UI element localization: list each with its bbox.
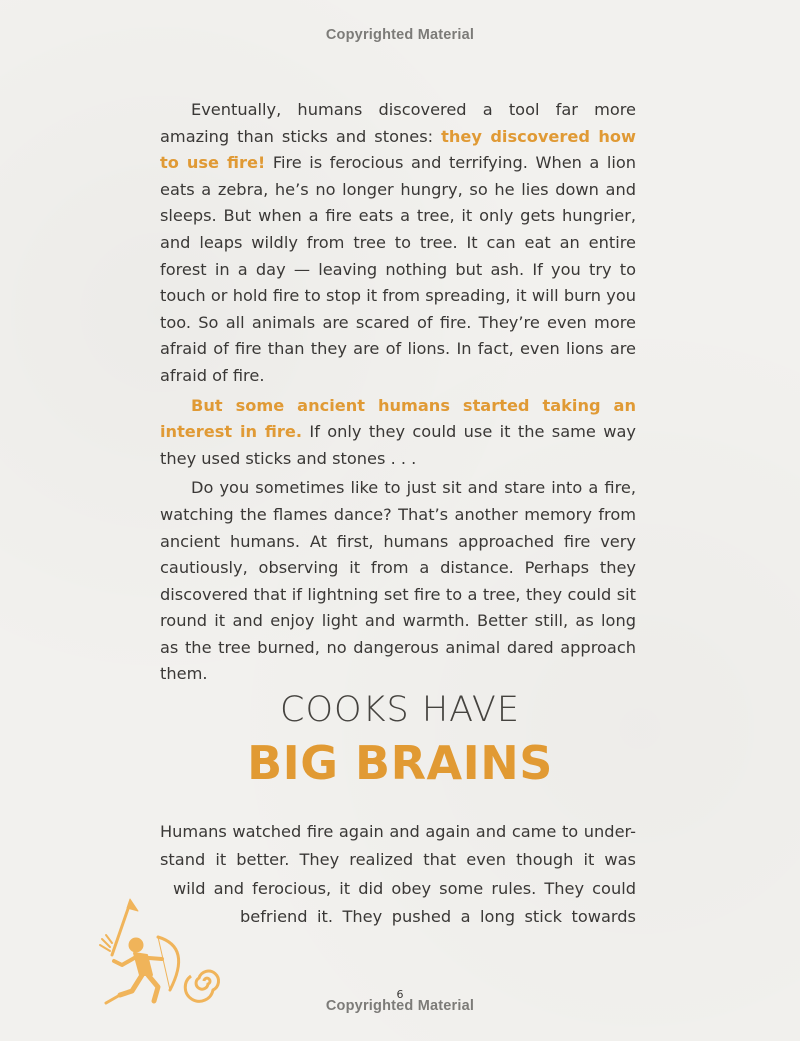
paragraph-1-highlight: they discovered how to use fire! [160,126,636,173]
paragraph-1-text-a: Eventually, humans discovered a tool far more amazing than sticks and stones: [160,100,636,146]
body-text [160,97,636,688]
section-heading-big: BIG BRAINS [247,736,553,790]
paragraph-2 [160,393,636,473]
section-line-3: wild and ferocious, it did obey some rules. They could [173,878,636,898]
copyright-watermark-bottom: Copyrighted Material [325,998,475,1014]
paragraph-1 [160,97,636,390]
section-line-4: befriend it. They pushed a long stick towards [240,907,636,927]
paragraph-2-text: If only they could use it the same way they used sticks and stones . . . [160,422,637,468]
page-number: 6 [396,988,404,1001]
section-line-2: stand it better. They realized that even though it was [160,850,636,870]
paragraph-2-highlight: But some ancient humans started taking an interest in fire. [160,395,636,442]
copyright-watermark-top: Copyrighted Material [325,27,475,43]
paragraph-1-text-b: Fire is ferocious and terrifying. When a lion eats a zebra, he’s no longer hungry, so he lies down and sleeps. But when a fire eats a tree, it only gets hungrier, and leaps wildly from tree to tree. It can eat an entire forest in a day — leaving nothing but ash. If you try to touch or hold fire to stop it from spreading, it will burn you too. So all animals are scared of fire. They’re even more afraid of fire than they are of lions. In fact, even lions are afraid of fire. [160,153,636,385]
section-heading-small: COOKS HAVE [280,690,520,730]
paragraph-3-text: Do you sometimes like to just sit and stare into a fire, watching the flames dance? That’s another memory from ancient humans. At first, humans approached fire very cautiously, observing it from a distance. Perhaps they discovered that if lightning set fire to a tree, they could sit round it and enjoy light and warmth. Better still, as long as the tree burned, no dangerous animal dared approach them. [160,478,636,684]
paragraph-3 [160,475,636,688]
section-line-1: Humans watched fire again and again and came to under- [160,822,636,841]
